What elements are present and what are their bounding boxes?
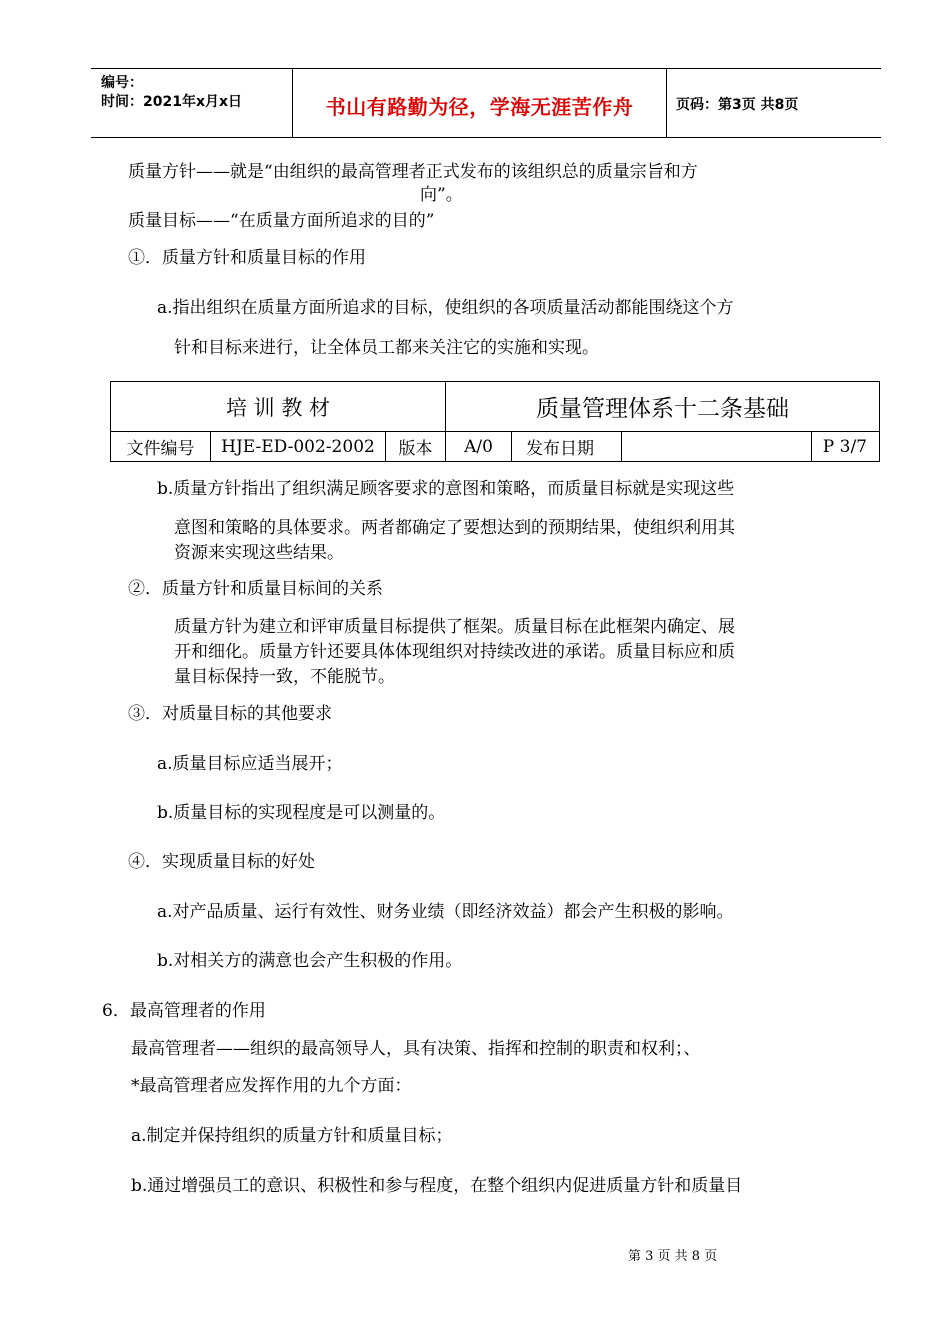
text-line: a.指出组织在质量方面所追求的目标，使组织的各项质量活动都能围绕这个方 [157, 298, 734, 318]
version: A/0 [446, 432, 512, 461]
text-line: 针和目标来进行，让全体员工都来关注它的实施和实现。 [174, 338, 599, 358]
section-heading: 6．最高管理者的作用 [102, 1001, 266, 1021]
text-line: 质量方针为建立和评审质量目标提供了框架。质量目标在此框架内确定、展 [174, 617, 735, 637]
text-line: 最高管理者——组织的最高领导人，具有决策、指挥和控制的职责和权利；、 [131, 1039, 701, 1059]
file-no-label: 文件编号 [111, 432, 211, 461]
file-no: HJE-ED-002-2002 [211, 432, 386, 461]
time-label: 时间：2021年x月x日 [101, 94, 243, 110]
doc-title: 质量管理体系十二条基础 [446, 382, 879, 432]
section-heading: ④．实现质量目标的好处 [128, 852, 315, 872]
text-line: 质量方针——就是“由组织的最高管理者正式发布的该组织总的质量宗旨和方 [128, 162, 698, 182]
date-value [622, 432, 812, 461]
section-heading: ③．对质量目标的其他要求 [128, 704, 332, 724]
version-label: 版本 [386, 432, 446, 461]
text-line: b.质量目标的实现程度是可以测量的。 [157, 803, 446, 823]
section-heading: ②．质量方针和质量目标间的关系 [128, 579, 383, 599]
text-line: 量目标保持一致，不能脱节。 [174, 667, 395, 687]
date-label: 发布日期 [512, 432, 622, 461]
text-line: b.通过增强员工的意识、积极性和参与程度，在整个组织内促进质量方针和质量目 [131, 1176, 743, 1196]
motto: 书山有路勤为径，学海无涯苦作舟 [325, 95, 634, 119]
page-footer: 第 3 页 共 8 页 [628, 1249, 718, 1264]
text-line: a.质量目标应适当展开； [157, 754, 343, 774]
text-line: 意图和策略的具体要求。两者都确定了要想达到的预期结果，使组织利用其 [174, 518, 735, 538]
text-line: a.对产品质量、运行有效性、财务业绩（即经济效益）都会产生积极的影响。 [157, 902, 734, 922]
text-line: a.制定并保持组织的质量方针和质量目标； [131, 1126, 453, 1146]
header-page-cell [666, 69, 881, 137]
header-motto-cell [292, 69, 667, 137]
text-line: 资源来实现这些结果。 [174, 543, 344, 563]
text-line: *最高管理者应发挥作用的九个方面： [131, 1076, 412, 1096]
page-code: 页码：第3页 共8页 [676, 97, 799, 113]
text-line: b.质量方针指出了组织满足顾客要求的意图和策略，而质量目标就是实现这些 [157, 479, 735, 499]
page-header [91, 68, 881, 138]
document-info-table [110, 381, 880, 462]
page-ref: P 3/7 [822, 436, 867, 457]
text-line: b.对相关方的满意也会产生积极的作用。 [157, 951, 463, 971]
text-line: 向”。 [420, 185, 463, 205]
doc-type: 培 训 教 材 [111, 382, 446, 432]
text-line: 开和细化。质量方针还要具体体现组织对持续改进的承诺。质量目标应和质 [174, 642, 735, 662]
text-line: 质量目标——“在质量方面所追求的目的” [128, 211, 435, 231]
number-label: 编号： [101, 75, 143, 91]
header-meta [91, 69, 292, 137]
section-heading: ①．质量方针和质量目标的作用 [128, 248, 366, 268]
